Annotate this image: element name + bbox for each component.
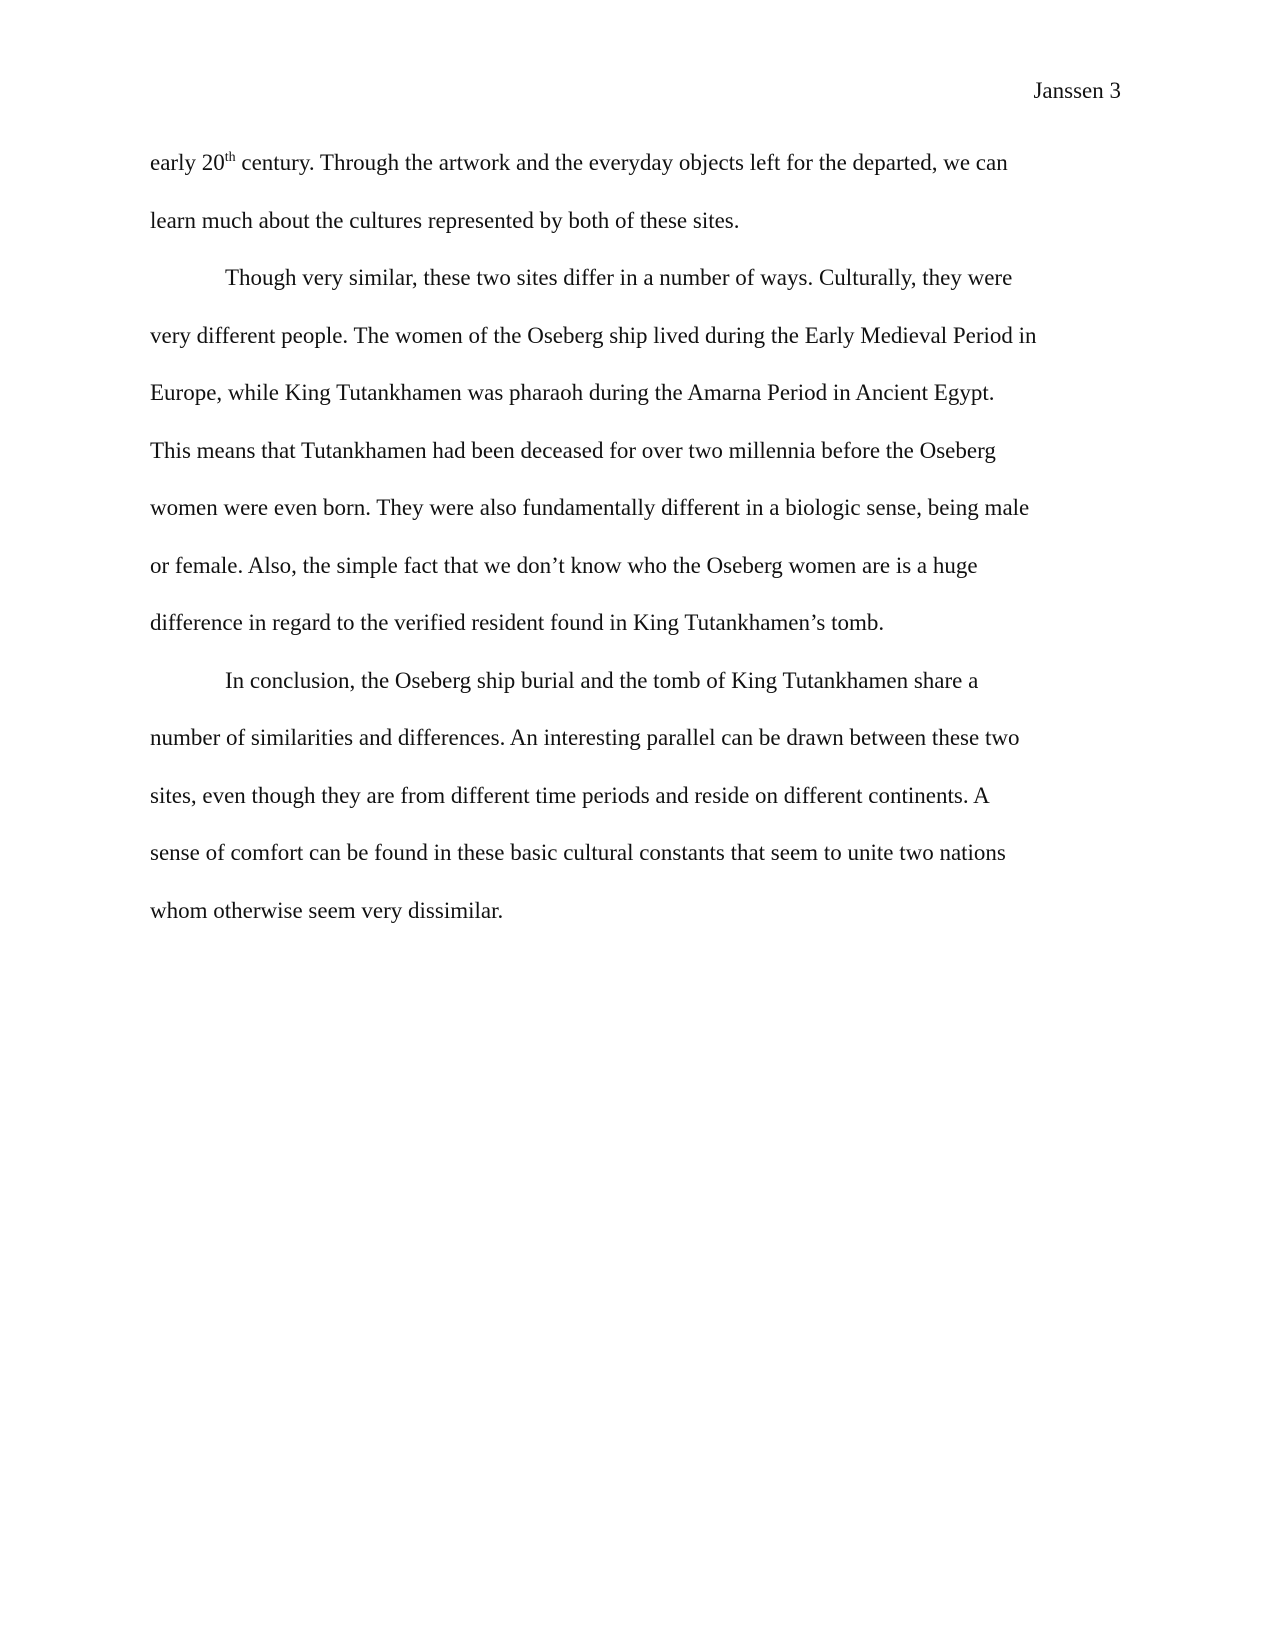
text-line: learn much about the cultures represented by both of these sites. [150,207,740,233]
superscript: th [224,150,236,165]
text-segment: century. Through the artwork and the everyday objects left for the departed, we can [235,150,1008,175]
text-line [150,148,1120,206]
text-line: Europe, while King Tutankhamen was pharaoh during the Amarna Period in Ancient Egypt. [150,380,995,405]
text-line: women were even born. They were also fundamentally different in a biologic sense, being male [150,495,1030,520]
text-segment: early 20 [150,150,225,175]
text-line: very different people. The women of the Oseberg ship lived during the Early Medieval Period in [150,322,1037,348]
paragraph-first-line: Though very similar, these two sites differ in a number of ways. Culturally, they were [225,265,1013,290]
text-line: sense of comfort can be found in these basic cultural constants that seem to unite two nations [150,840,1006,865]
text-line: number of similarities and differences. An interesting parallel can be drawn between these two [150,725,1020,750]
text-line: difference in regard to the verified resident found in King Tutankhamen’s tomb. [150,610,885,635]
paragraph-first-line: In conclusion, the Oseberg ship burial and the tomb of King Tutankhamen share a [225,667,979,693]
text-line: whom otherwise seem very dissimilar. [150,897,504,923]
running-head: Janssen 3 [1033,78,1121,103]
body-text [150,148,1120,953]
text-line: sites, even though they are from different time periods and reside on different continents. A [150,782,990,808]
text-line: or female. Also, the simple fact that we don’t know who the Oseberg women are is a huge [150,552,978,578]
text-line: This means that Tutankhamen had been deceased for over two millennia before the Oseberg [150,437,996,463]
